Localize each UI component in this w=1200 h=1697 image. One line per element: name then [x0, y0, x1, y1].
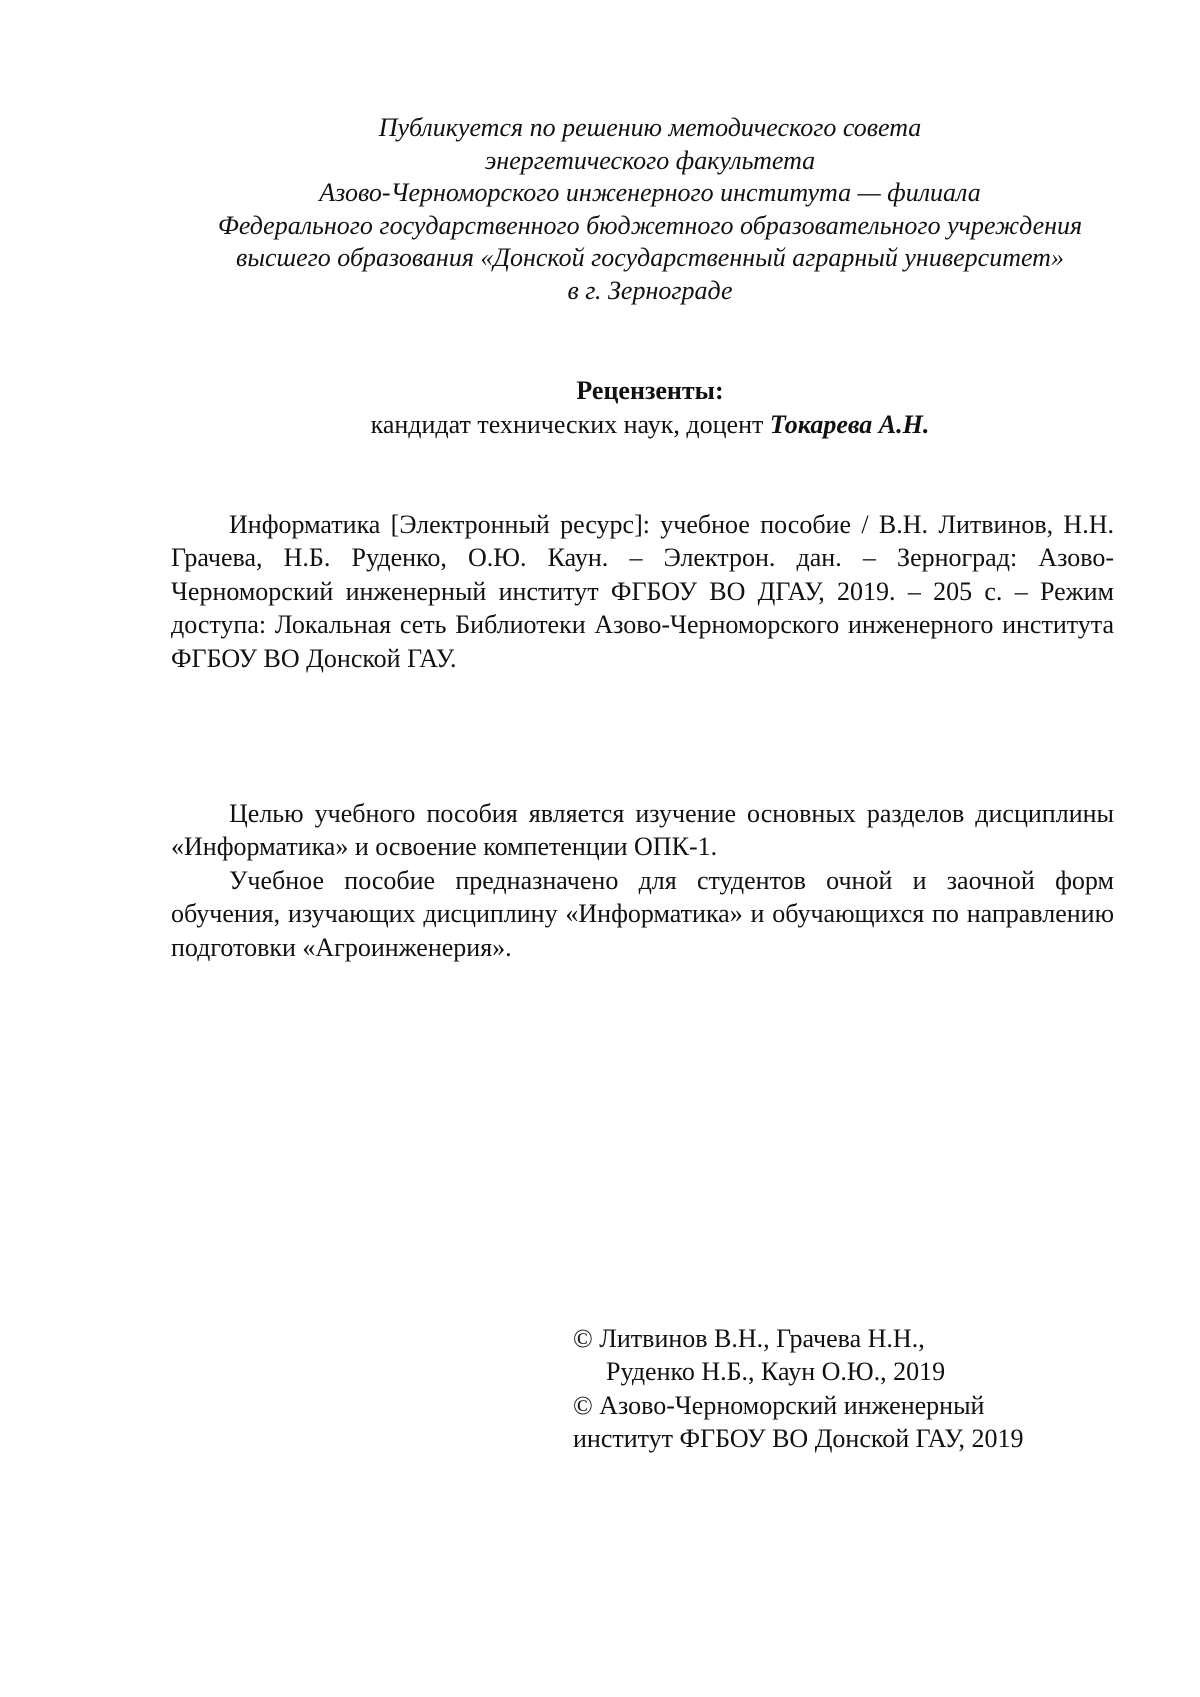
copyright-line: Руденко Н.Б., Каун О.Ю., 2019	[606, 1357, 946, 1387]
bibliographic-description: Информатика [Электронный ресурс]: учебное пособие / В.Н. Литвинов, Н.Н. Грачева, Н.Б. Руденко, О.Ю. Каун. – Электрон. дан. – Зерноград: Азово-Черноморский инженерный институт ФГБОУ ВО ДГАУ, 2019. – 205 с. – Режим доступа: Локальная сеть Библиотеки Азово-Черноморского инженерного института ФГБОУ ВО Донской ГАУ.	[171, 510, 1114, 673]
publication-note-line: Федерального государственного бюджетного образовательного учреждения	[217, 210, 1083, 240]
copyright-line: институт ФГБОУ ВО Донской ГАУ, 2019	[573, 1424, 1024, 1454]
reviewer-title: кандидат технических наук, доцент	[370, 410, 770, 439]
abstract-paragraph: Целью учебного пособия является изучение основных разделов дисциплины «Информатика» и освоение компетенции ОПК-1.	[171, 799, 1114, 862]
reviewers-block	[170, 374, 1130, 442]
publication-note-line: в г. Зернограде	[567, 275, 733, 305]
abstract-paragraph: Учебное пособие предназначено для студентов очной и заочной форм обучения, изучающих дисциплину «Информатика» и обучающихся по направлению подготовки «Агроинженерия».	[171, 865, 1114, 962]
publication-note	[170, 112, 1130, 308]
publication-note-line: энергетического факультета	[484, 145, 816, 175]
publication-note-line: высшего образования «Донской государственный аграрный университет»	[236, 243, 1064, 273]
copyright-line: © Литвинов В.Н., Грачева Н.Н.,	[573, 1324, 925, 1353]
reviewer-name: Токарева А.Н.	[769, 410, 930, 439]
reviewers-heading: Рецензенты:	[576, 376, 724, 405]
reviewer-line	[170, 408, 1130, 442]
publication-note-line: Публикуется по решению методического совета	[378, 113, 922, 142]
abstract	[171, 797, 1114, 964]
publication-note-line: Азово-Черноморского инженерного института — филиала	[319, 178, 981, 208]
copyright-block	[573, 1322, 1093, 1456]
copyright-line: © Азово-Черноморский инженерный	[573, 1390, 985, 1420]
